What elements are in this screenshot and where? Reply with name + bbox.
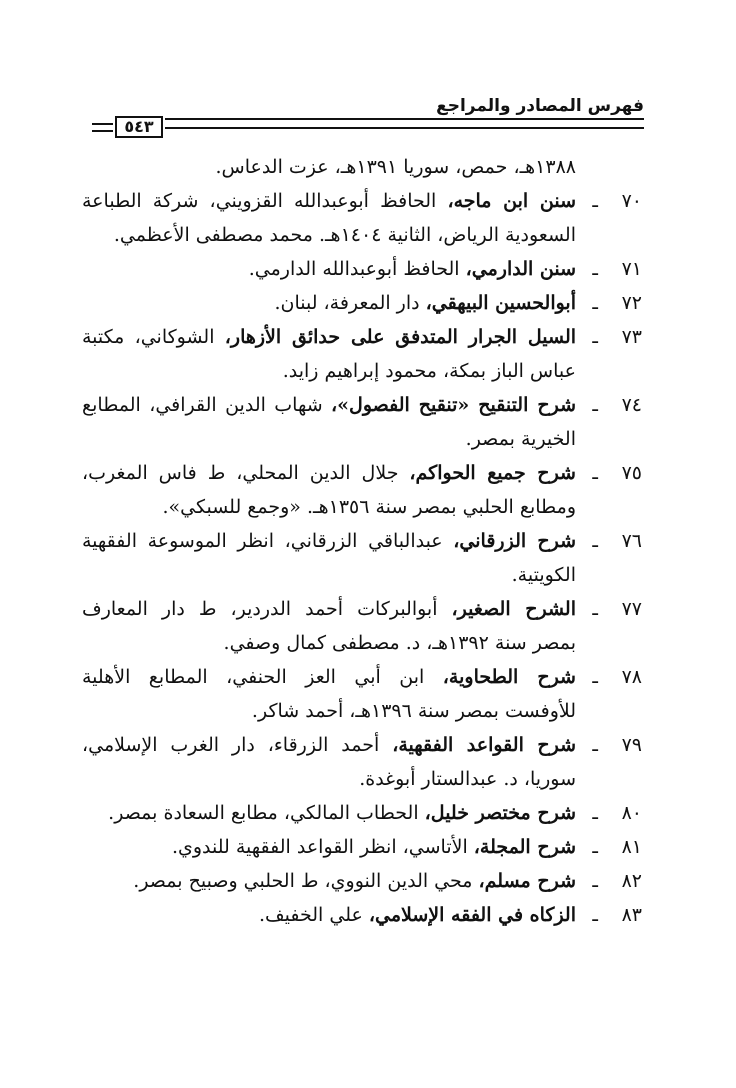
header-rule-left-top [92, 123, 113, 125]
header-rule-left-bottom [92, 130, 113, 132]
entry-title: الزكاه في الفقه الإسلامي، [368, 904, 576, 926]
entry-dash: ـ [592, 666, 598, 688]
continuation-line [82, 150, 642, 184]
entry-details: عبدالباقي الزرقاني، انظر الموسوعة الفقهية [82, 530, 454, 552]
bibliography-entry [82, 252, 642, 286]
entry-details: علي الخفيف. [258, 904, 369, 926]
continuation-line [82, 354, 642, 388]
entry-title: شرح التنقيح «تنقيح الفصول»، [331, 394, 576, 416]
entry-title: أبوالحسين البيهقي، [425, 292, 576, 314]
entry-details: الحافظ أبوعبدالله الدارمي. [248, 258, 466, 280]
entry-dash: ـ [592, 870, 598, 892]
line-text: بمصر سنة ١٣٩٢هـ، د. مصطفى كمال وصفي. [223, 632, 576, 654]
continuation-line [82, 694, 642, 728]
entry-number: ٧٢ [621, 292, 642, 314]
entry-dash: ـ [592, 734, 598, 756]
entry-number: ٨١ [621, 836, 642, 858]
entry-title: شرح المجلة، [473, 836, 576, 858]
line-text: عباس الباز بمكة، محمود إبراهيم زايد. [282, 360, 576, 382]
entry-details: الحافظ أبوعبدالله القزويني، شركة الطباعة [82, 190, 448, 212]
entry-title: شرح مختصر خليل، [424, 802, 576, 824]
bibliography-entry [82, 388, 642, 422]
entry-dash: ـ [592, 598, 598, 620]
bibliography-entry [82, 660, 642, 694]
entry-number: ٧٩ [621, 734, 642, 756]
bibliography-entry [82, 524, 642, 558]
entry-dash: ـ [592, 394, 598, 416]
entry-dash: ـ [592, 190, 598, 212]
header-rule-right-bottom [165, 127, 644, 129]
entry-title: الشرح الصغير، [451, 598, 576, 620]
entry-title: شرح مسلم، [478, 870, 576, 892]
entry-number: ٨٢ [621, 870, 642, 892]
entry-number: ٧٦ [621, 530, 642, 552]
entry-title: سنن ابن ماجه، [447, 190, 576, 212]
header-rule-right-top [165, 118, 644, 120]
entry-number: ٨٠ [621, 802, 642, 824]
continuation-line [82, 218, 642, 252]
entry-number: ٧٥ [621, 462, 642, 484]
continuation-line [82, 626, 642, 660]
entry-dash: ـ [592, 326, 598, 348]
entry-dash: ـ [592, 904, 598, 926]
entry-dash: ـ [592, 836, 598, 858]
continuation-line [82, 762, 642, 796]
entry-number: ٧١ [621, 258, 642, 280]
bibliography-entry [82, 286, 642, 320]
line-text: الخيرية بمصر. [465, 428, 576, 450]
line-text: ومطابع الحلبي بمصر سنة ١٣٥٦هـ. «وجمع للسبكي». [162, 496, 576, 518]
entry-title: شرح جميع الحواكم، [409, 462, 576, 484]
bibliography-entry [82, 898, 642, 932]
entry-dash: ـ [592, 802, 598, 824]
page-header-title: فهرس المصادر والمراجع [436, 96, 644, 116]
bibliography-entry [82, 456, 642, 490]
bibliography-entry [82, 830, 642, 864]
bibliography-entry [82, 728, 642, 762]
bibliography-entry [82, 864, 642, 898]
entry-number: ٧٣ [621, 326, 642, 348]
bibliography-entry [82, 796, 642, 830]
line-text: للأوفست بمصر سنة ١٣٩٦هـ، أحمد شاكر. [251, 700, 576, 722]
continuation-line [82, 490, 642, 524]
continuation-line [82, 558, 642, 592]
bibliography-list [82, 150, 642, 932]
line-text: الكويتية. [511, 564, 576, 586]
entry-details: جلال الدين المحلي، ط فاس المغرب، [82, 462, 410, 484]
entry-title: شرح الطحاوية، [442, 666, 576, 688]
entry-title: شرح الزرقاني، [453, 530, 577, 552]
entry-title: السيل الجرار المتدفق على حدائق الأزهار، [224, 326, 577, 348]
entry-title: شرح القواعد الفقهية، [392, 734, 576, 756]
entry-details: الحطاب المالكي، مطابع السعادة بمصر. [108, 802, 425, 824]
line-text: سوريا، د. عبدالستار أبوغدة. [359, 768, 576, 790]
entry-dash: ـ [592, 462, 598, 484]
line-text: ١٣٨٨هـ، حمص، سوريا ١٣٩١هـ، عزت الدعاس. [215, 156, 576, 178]
entry-details: الأتاسي، انظر القواعد الفقهية للندوي. [171, 836, 474, 858]
entry-dash: ـ [592, 292, 598, 314]
entry-details: أحمد الزرقاء، دار الغرب الإسلامي، [82, 734, 393, 756]
entry-details: أبوالبركات أحمد الدردير، ط دار المعارف [82, 598, 452, 620]
continuation-line [82, 422, 642, 456]
page-number: ٥٤٣ [115, 116, 163, 138]
entry-number: ٨٣ [621, 904, 642, 926]
entry-dash: ـ [592, 258, 598, 280]
entry-details: ابن أبي العز الحنفي، المطابع الأهلية [82, 666, 443, 688]
line-text: السعودية الرياض، الثانية ١٤٠٤هـ. محمد مصطفى الأعظمي. [113, 224, 576, 246]
bibliography-entry [82, 320, 642, 354]
entry-number: ٧٠ [621, 190, 642, 212]
entry-details: شهاب الدين القرافي، المطابع [82, 394, 332, 416]
entry-details: دار المعرفة، لبنان. [274, 292, 426, 314]
entry-details: محي الدين النووي، ط الحلبي وصبيح بمصر. [133, 870, 479, 892]
entry-details: الشوكاني، مكتبة [82, 326, 225, 348]
entry-dash: ـ [592, 530, 598, 552]
entry-number: ٧٤ [621, 394, 642, 416]
entry-number: ٧٧ [621, 598, 642, 620]
bibliography-entry [82, 592, 642, 626]
entry-title: سنن الدارمي، [465, 258, 576, 280]
bibliography-entry [82, 184, 642, 218]
entry-number: ٧٨ [621, 666, 642, 688]
